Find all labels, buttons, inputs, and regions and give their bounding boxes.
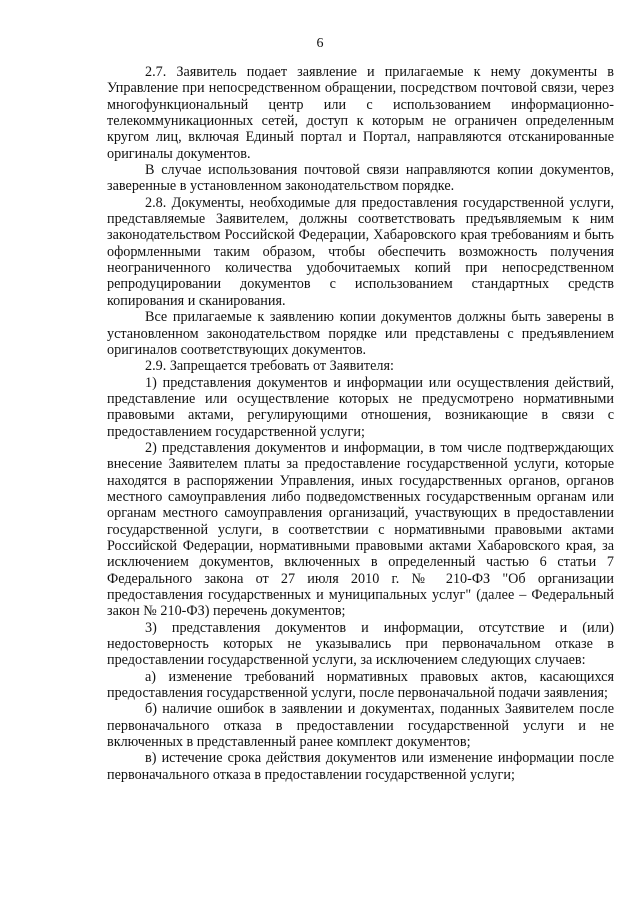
list-item-1: 1) представления документов и информации или осуществления действий, представление или осуществление которых не предусмотрено нормативными правовыми актами, регулирующими отношения, возникающие в связи с предоставлением государственной услуги; bbox=[107, 374, 614, 440]
list-item-2: 2) представления документов и информации, в том числе подтверждающих внесение Заявителем платы за предоставление государственной услуги, которые находятся в распоряжении Управления, иных государственных органов, органов местного самоуправления либо подведомственных государственным органам или органам местного самоуправления организаций, участвующих в предоставлении государственной услуги, в соответствии с нормативными правовыми актами Российской Федерации, нормативными правовыми актами Хабаровского края, за исключением документов, включенных в определенный частью 6 статьи 7 Федерального закона от 27 июля 2010 г. № 210-ФЗ "Об организации предоставления государственных и муниципальных услуг" (далее – Федеральный закон № 210-ФЗ) перечень документов; bbox=[107, 439, 614, 620]
paragraph-certified-copies: Все прилагаемые к заявлению копии документов должны быть заверены в установленном законодательством порядке или представлены с предъявлением оригиналов соответствующих документов. bbox=[107, 309, 614, 358]
paragraph-postal-copies: В случае использования почтовой связи направляются копии документов, заверенные в установленном законодательством порядке. bbox=[107, 162, 614, 195]
sub-item-b: б) наличие ошибок в заявлении и документах, поданных Заявителем после первоначального отказа в предоставлении государственной услуги и не включенных в представленный ранее комплект документов; bbox=[107, 701, 614, 751]
paragraph-2-8: 2.8. Документы, необходимые для предоставления государственной услуги, представляемые Заявителем, должны соответствовать предъявляемым к ним законодательством Российской Федерации, Хабаровского края требованиям и быть оформленными таким образом, чтобы обеспечить возможность получения неограниченного количества удобочитаемых копий при непосредственном репродуцировании документов с использованием стандартных средств копирования и сканирования. bbox=[107, 194, 614, 309]
document-body bbox=[107, 64, 614, 783]
sub-item-v: в) истечение срока действия документов или изменение информации после первоначального отказа в предоставлении государственной услуги; bbox=[107, 750, 614, 783]
paragraph-2-9: 2.9. Запрещается требовать от Заявителя: bbox=[145, 358, 394, 375]
page-number: 6 bbox=[316, 36, 324, 51]
paragraph-2-7: 2.7. Заявитель подает заявление и прилагаемые к нему документы в Управление при непосредственном обращении, посредством почтовой связи, через многофункциональный центр или с использованием информационно-телекоммуникационных сетей, доступ к которым не ограничен определенным кругом лиц, включая Единый портал и Портал, направляются отсканированные оригиналы документов. bbox=[107, 64, 614, 162]
list-item-3: 3) представления документов и информации, отсутствие и (или) недостоверность которых не указывались при первоначальном отказе в предоставлении государственной услуги, за исключением следующих случаев: bbox=[107, 619, 614, 669]
sub-item-a: а) изменение требований нормативных правовых актов, касающихся предоставления государственной услуги, после первоначальной подачи заявления; bbox=[107, 668, 614, 702]
